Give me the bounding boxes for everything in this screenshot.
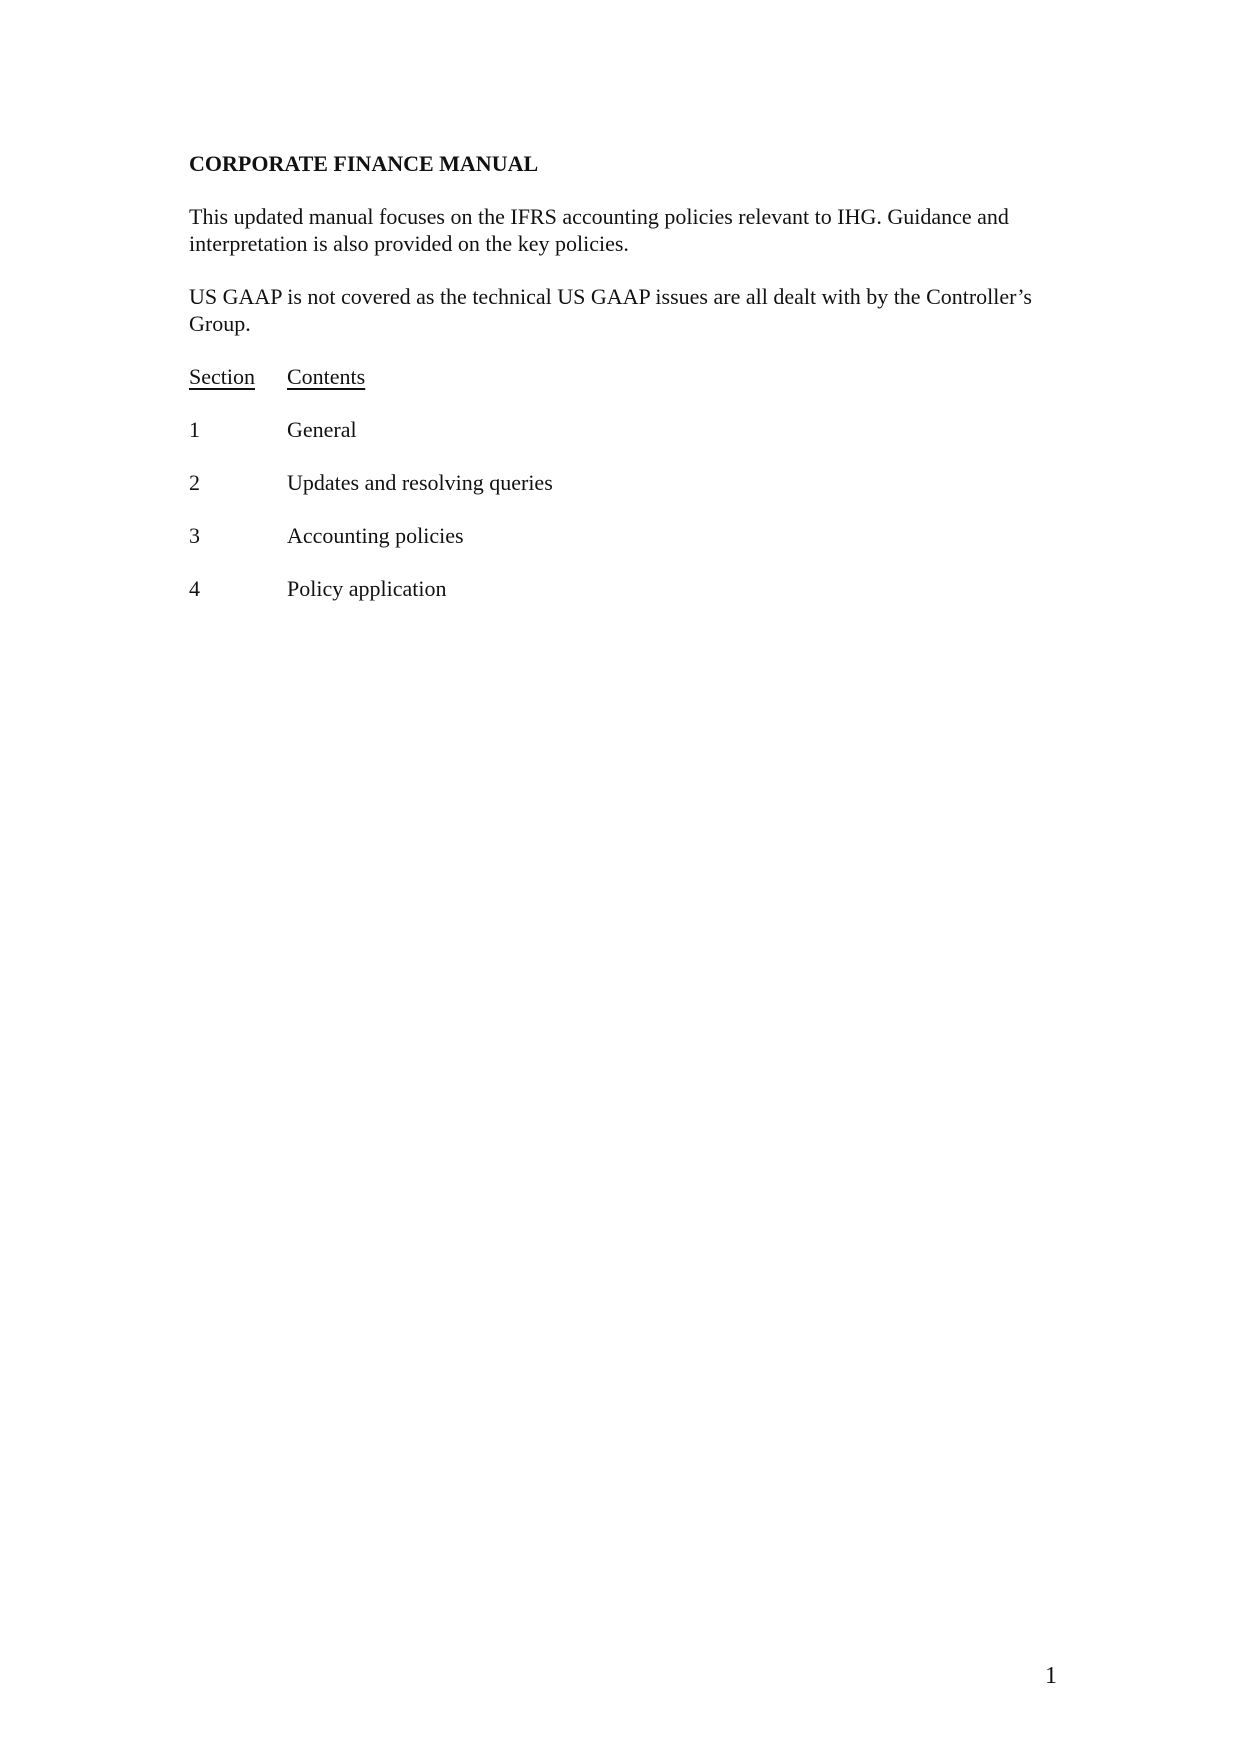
section-number: 3 (189, 523, 200, 548)
section-header: Section (189, 364, 255, 389)
section-title: General (287, 417, 357, 442)
contents-row (189, 469, 1069, 496)
gaap-paragraph: US GAAP is not covered as the technical US GAAP issues are all dealt with by the Controller’s Group. (189, 284, 1032, 336)
section-number: 2 (189, 470, 200, 495)
section-number: 4 (189, 576, 200, 601)
contents-header-row (189, 363, 1069, 390)
section-header-cell (189, 363, 287, 390)
contents-header-cell (287, 363, 1069, 390)
contents-row (189, 575, 1069, 602)
section-title: Accounting policies (287, 523, 464, 548)
page-content (189, 150, 1069, 628)
contents-row (189, 416, 1069, 443)
page-number: 1 (1045, 1663, 1057, 1689)
contents-header: Contents (287, 364, 366, 389)
section-title: Policy application (287, 576, 447, 601)
intro-paragraph: This updated manual focuses on the IFRS accounting policies relevant to IHG. Guidance and interpretation is also provided on the key policies. (189, 204, 1009, 256)
contents-row (189, 522, 1069, 549)
contents-table (189, 363, 1069, 602)
section-number: 1 (189, 417, 200, 442)
document-title: CORPORATE FINANCE MANUAL (189, 151, 539, 176)
section-title: Updates and resolving queries (287, 470, 553, 495)
